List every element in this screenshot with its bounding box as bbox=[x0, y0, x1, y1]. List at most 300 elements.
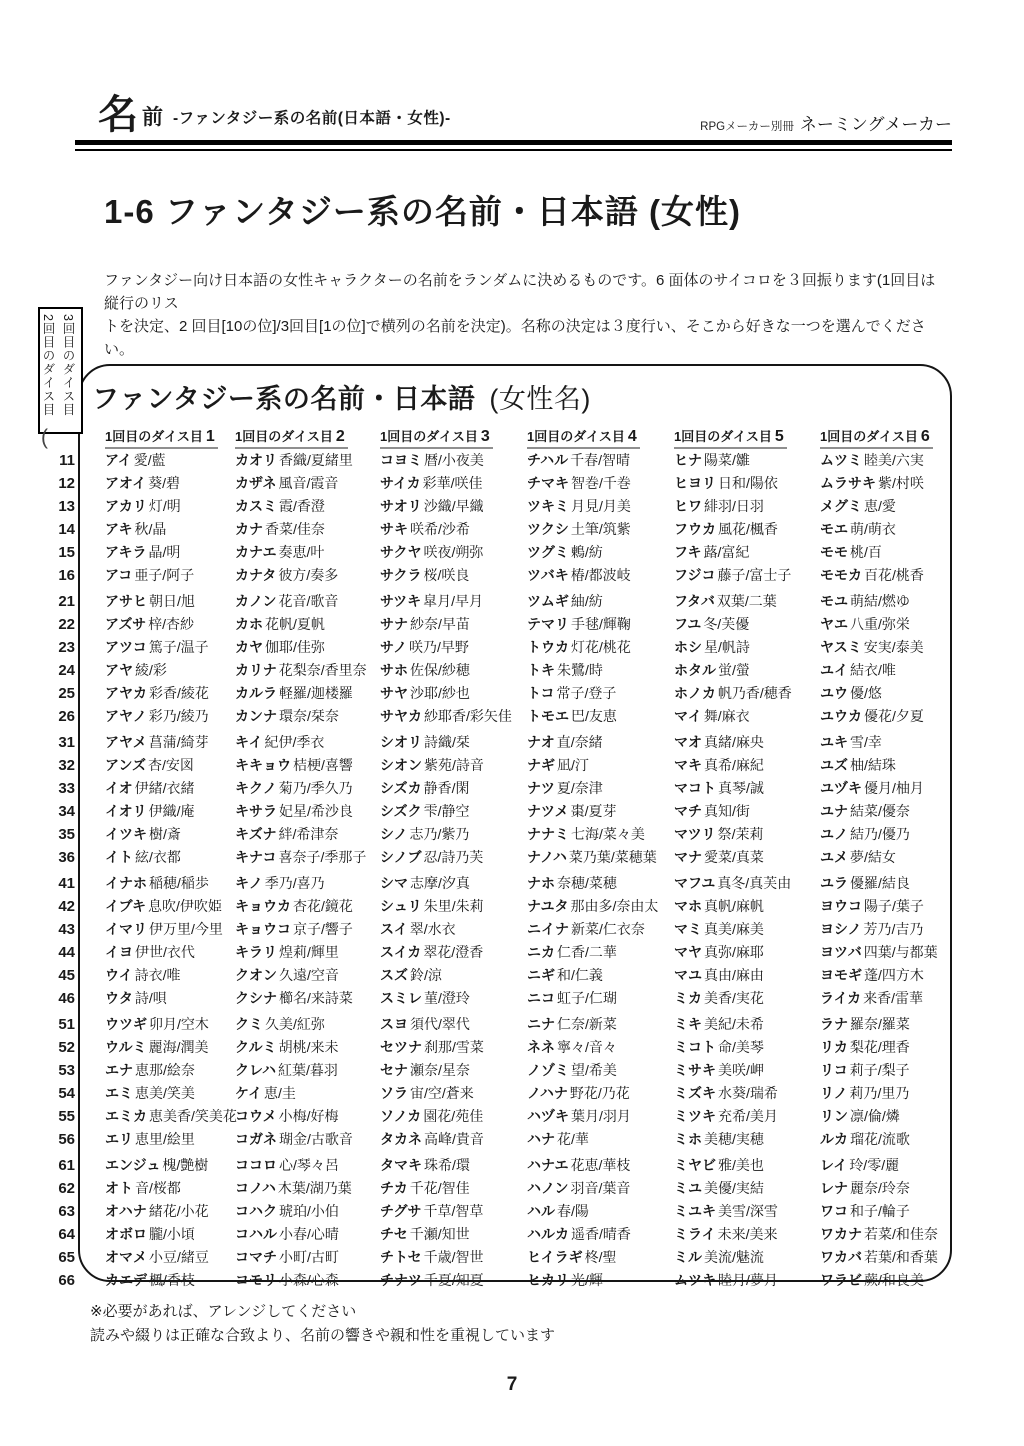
name-cell bbox=[235, 1154, 380, 1177]
name-cell bbox=[380, 777, 527, 800]
name-kana: ヒワ bbox=[674, 498, 702, 514]
name-cell bbox=[105, 872, 235, 895]
footnote-2: 読みや綴りは正確な合致より、名前の響きや親和性を重視しています bbox=[90, 1327, 556, 1344]
name-kanji: 灯/明 bbox=[148, 498, 181, 514]
name-cell bbox=[820, 1105, 952, 1128]
dice-legend-box bbox=[38, 307, 83, 434]
name-kanji: 蕨/和良美 bbox=[864, 1272, 924, 1288]
name-cell bbox=[820, 1246, 952, 1269]
name-kana: チセ bbox=[380, 1226, 408, 1242]
name-kana: キクノ bbox=[235, 780, 277, 796]
name-kana: オボロ bbox=[105, 1226, 147, 1242]
name-kana: マコト bbox=[674, 780, 716, 796]
name-kana: ムツミ bbox=[820, 452, 862, 468]
name-cell bbox=[380, 1154, 527, 1177]
column-headers bbox=[38, 426, 952, 447]
name-cell bbox=[380, 705, 527, 728]
name-kanji: 真弥/麻耶 bbox=[704, 944, 764, 960]
name-cell bbox=[235, 731, 380, 754]
name-kana: ヨモギ bbox=[820, 967, 862, 983]
name-cell bbox=[820, 1036, 952, 1059]
name-cell bbox=[674, 659, 820, 682]
column-header bbox=[820, 426, 952, 449]
name-kana: シズク bbox=[380, 803, 422, 819]
name-kana: ヒカリ bbox=[527, 1272, 569, 1288]
name-kanji: 緋羽/日羽 bbox=[704, 498, 764, 514]
name-kanji: 美雪/深雪 bbox=[718, 1203, 778, 1219]
name-kanji: 陽子/葉子 bbox=[864, 898, 924, 914]
name-kana: ナギ bbox=[527, 757, 555, 773]
name-kanji: 伊緒/衣緒 bbox=[134, 780, 195, 796]
name-kana: モモカ bbox=[820, 567, 862, 583]
name-kana: シマ bbox=[380, 875, 408, 891]
name-kanji: 千瀬/知世 bbox=[409, 1226, 470, 1242]
name-kana: ユノ bbox=[820, 826, 848, 842]
name-kana: ユウカ bbox=[820, 708, 862, 724]
table-row bbox=[38, 1128, 952, 1151]
table-row bbox=[38, 1059, 952, 1082]
name-cell bbox=[820, 636, 952, 659]
name-kanji: 真美/麻美 bbox=[704, 921, 764, 937]
name-cell bbox=[527, 895, 674, 918]
name-cell bbox=[380, 1200, 527, 1223]
name-cell bbox=[527, 705, 674, 728]
name-kana: スズ bbox=[380, 967, 408, 983]
name-kanji: 日和/陽依 bbox=[718, 475, 778, 491]
name-kana: サノ bbox=[380, 639, 408, 655]
name-cell bbox=[105, 823, 235, 846]
name-kanji: 菖蒲/綺芽 bbox=[148, 734, 209, 750]
names-box-title bbox=[92, 377, 591, 416]
name-kana: スイカ bbox=[380, 944, 422, 960]
table-row bbox=[38, 518, 952, 541]
row-dice-number: 44 bbox=[58, 944, 75, 961]
name-kanji: 優月/柚月 bbox=[864, 780, 924, 796]
column-header bbox=[235, 426, 380, 449]
name-cell bbox=[235, 1036, 380, 1059]
name-kanji: 莉子/梨子 bbox=[849, 1062, 910, 1078]
name-kanji: 園花/苑佳 bbox=[423, 1108, 484, 1124]
name-kanji: 藤子/富士子 bbox=[717, 567, 792, 583]
column-header-label: 1回目のダイス目 5 bbox=[674, 426, 787, 449]
name-kana: マヤ bbox=[674, 944, 702, 960]
name-kana: レナ bbox=[820, 1180, 848, 1196]
name-cell bbox=[105, 777, 235, 800]
name-kana: キノ bbox=[235, 875, 263, 891]
name-kanji: 篤子/温子 bbox=[148, 639, 209, 655]
name-kana: ホシ bbox=[674, 639, 702, 655]
table-row bbox=[38, 1036, 952, 1059]
name-kana: ハナエ bbox=[527, 1157, 569, 1173]
row-dice-number: 51 bbox=[58, 1016, 75, 1033]
name-cell bbox=[674, 518, 820, 541]
name-kanji: 杏花/鏡花 bbox=[293, 898, 353, 914]
name-cell bbox=[105, 613, 235, 636]
name-kana: トコ bbox=[527, 685, 555, 701]
row-dice-number: 66 bbox=[58, 1272, 75, 1289]
names-box-title-sub: (女性名) bbox=[489, 384, 591, 414]
name-kanji: 詩衣/唯 bbox=[134, 967, 181, 983]
name-cell bbox=[235, 918, 380, 941]
column-header-dice-number: 2 bbox=[335, 428, 345, 445]
row-dice-number: 46 bbox=[58, 990, 75, 1007]
name-kanji: 充希/美月 bbox=[718, 1108, 778, 1124]
name-kanji: 虹子/仁瑚 bbox=[557, 990, 617, 1006]
name-kana: カンナ bbox=[235, 708, 277, 724]
name-cell bbox=[235, 541, 380, 564]
column-header-label: 1回目のダイス目 1 bbox=[105, 426, 218, 449]
name-kana: カナ bbox=[235, 521, 263, 537]
table-row bbox=[38, 872, 952, 895]
name-cell bbox=[674, 705, 820, 728]
name-cell bbox=[674, 800, 820, 823]
name-kanji: 恵那/絵奈 bbox=[135, 1062, 195, 1078]
name-kanji: 刹那/雪菜 bbox=[424, 1039, 484, 1055]
name-kanji: 麗奈/玲奈 bbox=[850, 1180, 910, 1196]
name-kana: エナ bbox=[105, 1062, 133, 1078]
name-kana: ムラサキ bbox=[820, 475, 876, 491]
name-cell bbox=[105, 1177, 235, 1200]
name-kana: ナツ bbox=[527, 780, 555, 796]
name-kanji: 恵美香/笑美花 bbox=[149, 1108, 237, 1124]
name-kana: サキ bbox=[380, 521, 408, 537]
row-dice-number: 43 bbox=[58, 921, 75, 938]
dice-legend-second-roll: 2回目のダイス目 bbox=[41, 314, 55, 417]
name-kanji: 紀伊/季衣 bbox=[264, 734, 325, 750]
name-kanji: 京子/響子 bbox=[293, 921, 353, 937]
intro-line-2: トを決定、2 回目[10の位]/3回目[1の位]で横列の名前を決定)。名称の決定は３度行い、そこから好きな一つを選んでください。 bbox=[104, 318, 926, 358]
name-kana: スイ bbox=[380, 921, 408, 937]
name-cell bbox=[380, 1013, 527, 1036]
name-kanji: 凪/汀 bbox=[557, 757, 589, 773]
name-cell bbox=[674, 449, 820, 472]
name-kanji: 綾/彩 bbox=[135, 662, 167, 678]
name-kana: シオリ bbox=[380, 734, 422, 750]
table-row bbox=[38, 659, 952, 682]
name-kanji: 千春/智晴 bbox=[570, 452, 631, 468]
name-kana: クオン bbox=[235, 967, 277, 983]
name-kanji: 煌莉/輝里 bbox=[279, 944, 339, 960]
name-kana: ユキ bbox=[820, 734, 848, 750]
name-kanji: 帆乃香/穂香 bbox=[717, 685, 792, 701]
name-kana: サクラ bbox=[380, 567, 422, 583]
name-kana: ナツメ bbox=[527, 803, 569, 819]
name-kana: ノゾミ bbox=[527, 1062, 569, 1078]
name-kanji: 愛菜/真菜 bbox=[704, 849, 764, 865]
table-row bbox=[38, 823, 952, 846]
table-row bbox=[38, 590, 952, 613]
name-kanji: 伊万里/今里 bbox=[149, 921, 223, 937]
name-cell bbox=[820, 731, 952, 754]
name-cell bbox=[527, 941, 674, 964]
name-kanji: 咲乃/早野 bbox=[409, 639, 469, 655]
dice-row-group bbox=[38, 590, 952, 728]
name-cell bbox=[820, 964, 952, 987]
name-kanji: 結乃/優乃 bbox=[850, 826, 910, 842]
name-cell bbox=[674, 1246, 820, 1269]
name-kanji: 葵/碧 bbox=[148, 475, 181, 491]
name-kana: キサラ bbox=[235, 803, 277, 819]
name-kana: ニナ bbox=[527, 1016, 555, 1032]
name-cell bbox=[380, 659, 527, 682]
name-kana: ライカ bbox=[820, 990, 862, 1006]
table-row bbox=[38, 1177, 952, 1200]
dice-row-group bbox=[38, 731, 952, 869]
row-dice-number: 14 bbox=[58, 521, 75, 538]
name-kanji: 直/奈緒 bbox=[556, 734, 603, 750]
name-kanji: 美穂/実穂 bbox=[704, 1131, 764, 1147]
name-cell bbox=[820, 705, 952, 728]
name-kanji: 睦月/夢月 bbox=[718, 1272, 778, 1288]
table-row bbox=[38, 777, 952, 800]
name-kanji: 恵美/笑美 bbox=[135, 1085, 195, 1101]
name-kanji: 翠花/澄香 bbox=[423, 944, 484, 960]
table-row bbox=[38, 731, 952, 754]
legend-bracket: ( bbox=[41, 426, 48, 449]
name-kanji: 祭/茉莉 bbox=[717, 826, 764, 842]
name-cell bbox=[674, 895, 820, 918]
table-row bbox=[38, 495, 952, 518]
name-kanji: 絃/衣都 bbox=[135, 849, 181, 865]
masthead-subtitle: -ファンタジー系の名前(日本語・女性)- bbox=[173, 110, 451, 127]
name-cell bbox=[105, 564, 235, 587]
name-kana: アコ bbox=[105, 567, 133, 583]
name-kanji: 霞/香澄 bbox=[279, 498, 325, 514]
dice-row-group bbox=[38, 872, 952, 1010]
name-kanji: 夢/結女 bbox=[850, 849, 896, 865]
name-kana: カナタ bbox=[235, 567, 277, 583]
name-kana: ネネ bbox=[527, 1039, 555, 1055]
name-cell bbox=[674, 495, 820, 518]
name-cell bbox=[674, 1013, 820, 1036]
name-cell bbox=[235, 1082, 380, 1105]
name-cell bbox=[235, 518, 380, 541]
name-kanji: 詩織/栞 bbox=[424, 734, 470, 750]
name-kanji: 絆/希津奈 bbox=[278, 826, 339, 842]
name-cell bbox=[820, 777, 952, 800]
name-kana: チトセ bbox=[380, 1249, 422, 1265]
row-dice-number: 36 bbox=[58, 849, 75, 866]
name-cell bbox=[235, 613, 380, 636]
name-kanji: 瑚金/古歌音 bbox=[279, 1131, 353, 1147]
name-kanji: 羽音/葉音 bbox=[570, 1180, 631, 1196]
names-table bbox=[38, 426, 952, 1295]
name-cell bbox=[380, 636, 527, 659]
table-row bbox=[38, 1013, 952, 1036]
name-cell bbox=[674, 1154, 820, 1177]
publisher-name: ネーミングメーカー bbox=[799, 115, 952, 134]
name-kanji: 麗海/潤美 bbox=[148, 1039, 209, 1055]
name-kanji: 千歳/智世 bbox=[423, 1249, 484, 1265]
name-kana: サナ bbox=[380, 616, 408, 632]
table-row bbox=[38, 1223, 952, 1246]
table-row bbox=[38, 800, 952, 823]
name-kanji: 灯花/桃花 bbox=[571, 639, 631, 655]
name-cell bbox=[235, 800, 380, 823]
name-kana: ミコト bbox=[674, 1039, 716, 1055]
name-kana: マオ bbox=[674, 734, 702, 750]
dice-row-group bbox=[38, 449, 952, 587]
name-kana: モユ bbox=[820, 593, 848, 609]
name-kanji: 彼方/奏多 bbox=[278, 567, 339, 583]
name-kana: チハル bbox=[527, 452, 569, 468]
name-kana: ヤエ bbox=[820, 616, 848, 632]
name-cell bbox=[235, 777, 380, 800]
name-kanji: 寧々/音々 bbox=[557, 1039, 617, 1055]
name-kana: トウカ bbox=[527, 639, 569, 655]
name-kana: ミユキ bbox=[674, 1203, 716, 1219]
name-cell bbox=[527, 1269, 674, 1292]
name-kana: マチ bbox=[674, 803, 702, 819]
name-cell bbox=[527, 449, 674, 472]
name-kana: アンズ bbox=[105, 757, 147, 773]
name-kana: フジコ bbox=[674, 567, 716, 583]
name-kana: メグミ bbox=[820, 498, 862, 514]
name-kana: ハルカ bbox=[527, 1226, 569, 1242]
name-cell bbox=[674, 872, 820, 895]
row-dice-number: 26 bbox=[58, 708, 75, 725]
name-kana: イオ bbox=[105, 780, 133, 796]
name-cell bbox=[235, 1105, 380, 1128]
name-kana: カザネ bbox=[235, 475, 277, 491]
name-kana: フキ bbox=[674, 544, 702, 560]
row-dice-number: 34 bbox=[58, 803, 75, 820]
name-kana: アツコ bbox=[105, 639, 147, 655]
name-kana: オハナ bbox=[105, 1203, 147, 1219]
name-cell bbox=[820, 590, 952, 613]
name-cell bbox=[674, 1082, 820, 1105]
name-kana: セナ bbox=[380, 1062, 408, 1078]
name-kana: サツキ bbox=[380, 593, 422, 609]
name-kanji: 宙/空/蒼来 bbox=[410, 1085, 474, 1101]
name-kana: アヤメ bbox=[105, 734, 147, 750]
name-kana: ワカナ bbox=[820, 1226, 862, 1242]
table-row bbox=[38, 705, 952, 728]
name-kana: アズサ bbox=[105, 616, 147, 632]
name-kana: ケイ bbox=[235, 1085, 263, 1101]
column-header bbox=[105, 426, 235, 449]
table-row bbox=[38, 564, 952, 587]
name-kana: ワラビ bbox=[820, 1272, 862, 1288]
name-cell bbox=[105, 1036, 235, 1059]
name-cell bbox=[674, 682, 820, 705]
name-cell bbox=[674, 541, 820, 564]
table-row bbox=[38, 541, 952, 564]
name-cell bbox=[105, 1200, 235, 1223]
name-kana: コマチ bbox=[235, 1249, 277, 1265]
name-kanji: 梨花/理香 bbox=[849, 1039, 910, 1055]
name-cell bbox=[235, 659, 380, 682]
name-kanji: 彩乃/綾乃 bbox=[148, 708, 209, 724]
name-kana: ノハナ bbox=[527, 1085, 568, 1101]
name-cell bbox=[674, 636, 820, 659]
name-kanji: 手毬/輝鞠 bbox=[571, 616, 631, 632]
name-cell bbox=[105, 636, 235, 659]
name-cell bbox=[527, 659, 674, 682]
name-kana: アイ bbox=[105, 452, 132, 468]
name-kanji: 真希/麻紀 bbox=[704, 757, 764, 773]
row-dice-number: 61 bbox=[58, 1157, 75, 1174]
name-kana: ニイナ bbox=[527, 921, 569, 937]
name-kanji: 来香/雷華 bbox=[863, 990, 924, 1006]
name-kanji: 伽耶/佳弥 bbox=[265, 639, 325, 655]
name-kana: ユウ bbox=[820, 685, 848, 701]
name-kanji: 凛/倫/燐 bbox=[850, 1108, 900, 1124]
name-kana: トキ bbox=[527, 662, 555, 678]
name-kana: ユズ bbox=[820, 757, 848, 773]
name-kanji: 優花/夕夏 bbox=[864, 708, 924, 724]
name-cell bbox=[105, 1059, 235, 1082]
name-kana: イオリ bbox=[105, 803, 147, 819]
name-kanji: 恵/愛 bbox=[864, 498, 896, 514]
name-cell bbox=[674, 564, 820, 587]
name-kana: サオリ bbox=[380, 498, 422, 514]
name-cell bbox=[527, 613, 674, 636]
name-kanji: 千夏/知夏 bbox=[423, 1272, 484, 1288]
name-kanji: 和/仁義 bbox=[557, 967, 603, 983]
name-kana: リカ bbox=[820, 1039, 848, 1055]
column-header bbox=[674, 426, 820, 449]
name-cell bbox=[105, 449, 235, 472]
intro-paragraph bbox=[104, 269, 940, 361]
name-kanji: 鈴/涼 bbox=[410, 967, 442, 983]
name-kana: ナオ bbox=[527, 734, 555, 750]
name-cell bbox=[235, 964, 380, 987]
name-kanji: 和子/輪子 bbox=[850, 1203, 910, 1219]
name-cell bbox=[527, 872, 674, 895]
name-kana: ユヅキ bbox=[820, 780, 862, 796]
names-table-body bbox=[38, 449, 952, 1292]
name-cell bbox=[527, 564, 674, 587]
name-kanji: 真帆/麻帆 bbox=[704, 898, 764, 914]
name-kanji: 結菜/優奈 bbox=[850, 803, 910, 819]
name-kanji: 小町/古町 bbox=[279, 1249, 339, 1265]
name-kanji: 千花/智佳 bbox=[409, 1180, 470, 1196]
table-row bbox=[38, 613, 952, 636]
name-kana: コノハ bbox=[235, 1180, 276, 1196]
page-number: 7 bbox=[506, 1374, 518, 1395]
name-cell bbox=[235, 846, 380, 869]
name-cell bbox=[380, 872, 527, 895]
name-kana: アキ bbox=[105, 521, 133, 537]
name-cell bbox=[105, 1154, 235, 1177]
name-kana: ミカ bbox=[674, 990, 702, 1006]
name-cell bbox=[105, 682, 235, 705]
name-cell bbox=[527, 987, 674, 1010]
name-kana: チグサ bbox=[380, 1203, 422, 1219]
name-kanji: 桃/百 bbox=[850, 544, 882, 560]
name-kanji: 朱鷺/時 bbox=[557, 662, 603, 678]
name-cell bbox=[380, 1223, 527, 1246]
name-kanji: 風花/楓香 bbox=[718, 521, 778, 537]
name-cell bbox=[380, 472, 527, 495]
name-kana: マイ bbox=[674, 708, 702, 724]
name-cell bbox=[674, 613, 820, 636]
name-kana: セツナ bbox=[380, 1039, 422, 1055]
name-kana: ミル bbox=[674, 1249, 702, 1265]
name-cell bbox=[235, 1246, 380, 1269]
name-kana: ミキ bbox=[674, 1016, 702, 1032]
table-row bbox=[38, 1246, 952, 1269]
table-row bbox=[38, 987, 952, 1010]
name-cell bbox=[674, 941, 820, 964]
name-kana: サホ bbox=[380, 662, 408, 678]
name-kanji: 稲穂/稲歩 bbox=[149, 875, 209, 891]
name-cell bbox=[235, 590, 380, 613]
publisher-imprint: RPGメーカー別冊 bbox=[700, 121, 794, 133]
row-dice-number: 31 bbox=[58, 734, 75, 751]
name-cell bbox=[674, 754, 820, 777]
